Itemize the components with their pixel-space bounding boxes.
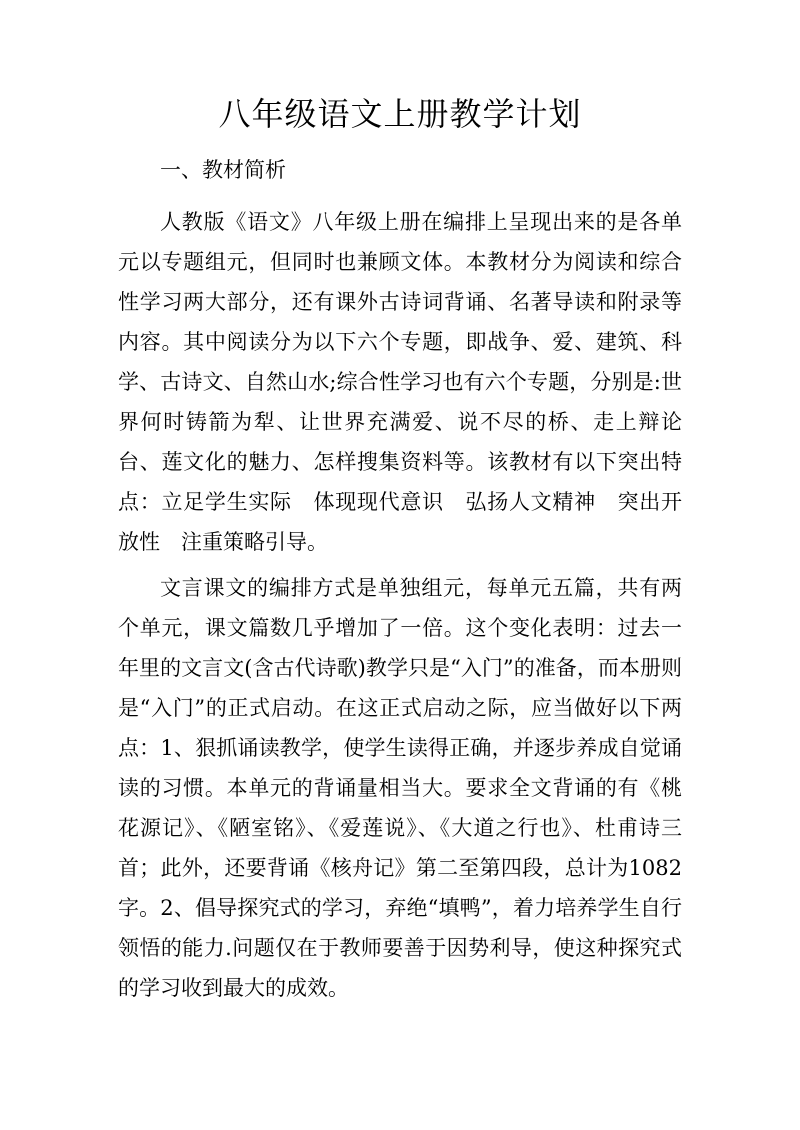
paragraph-classical-chinese: 文言课文的编排方式是单独组元，每单元五篇，共有两个单元，课文篇数几乎增加了一倍。这个变化表明：过去一年里的文言文(含古代诗歌)教学只是“入门”的准备，而本册则是“入门”的正式启动。在这正式启动之际，应当做好以下两点：1、狠抓诵读教学，使学生读得正确，并逐步养成自觉诵读的习惯。本单元的背诵量相当大。要求全文背诵的有《桃花源记》、《陋室铭》、《爱莲说》、《大道之行也》、杜甫诗三首；此外，还要背诵《核舟记》第二至第四段，总计为1082字。2、倡导探究式的学习，弃绝“填鸭”，着力培养学生自行领悟的能力.问题仅在于教师要善于因势利导，使这种探究式的学习收到最大的成效。 [118, 576, 682, 1000]
document-title: 八年级语文上册教学计划 [218, 95, 582, 133]
document-page [118, 92, 682, 1008]
section-heading: 一、教材简析 [160, 158, 286, 182]
paragraph-textbook-overview: 人教版《语文》八年级上册在编排上呈现出来的是各单元以专题组元，但同时也兼顾文体。本教材分为阅读和综合性学习两大部分，还有课外古诗词背诵、名著导读和附录等内容。其中阅读分为以下六个专题，即战争、爱、建筑、科学、古诗文、自然山水;综合性学习也有六个专题，分别是:世界何时铸箭为犁、让世界充满爱、说不尽的桥、走上辩论台、莲文化的魅力、怎样搜集资料等。该教材有以下突出特点：立足学生实际 体现现代意识 弘扬人文精神 突出开放性 注重策略引导。 [118, 210, 682, 554]
